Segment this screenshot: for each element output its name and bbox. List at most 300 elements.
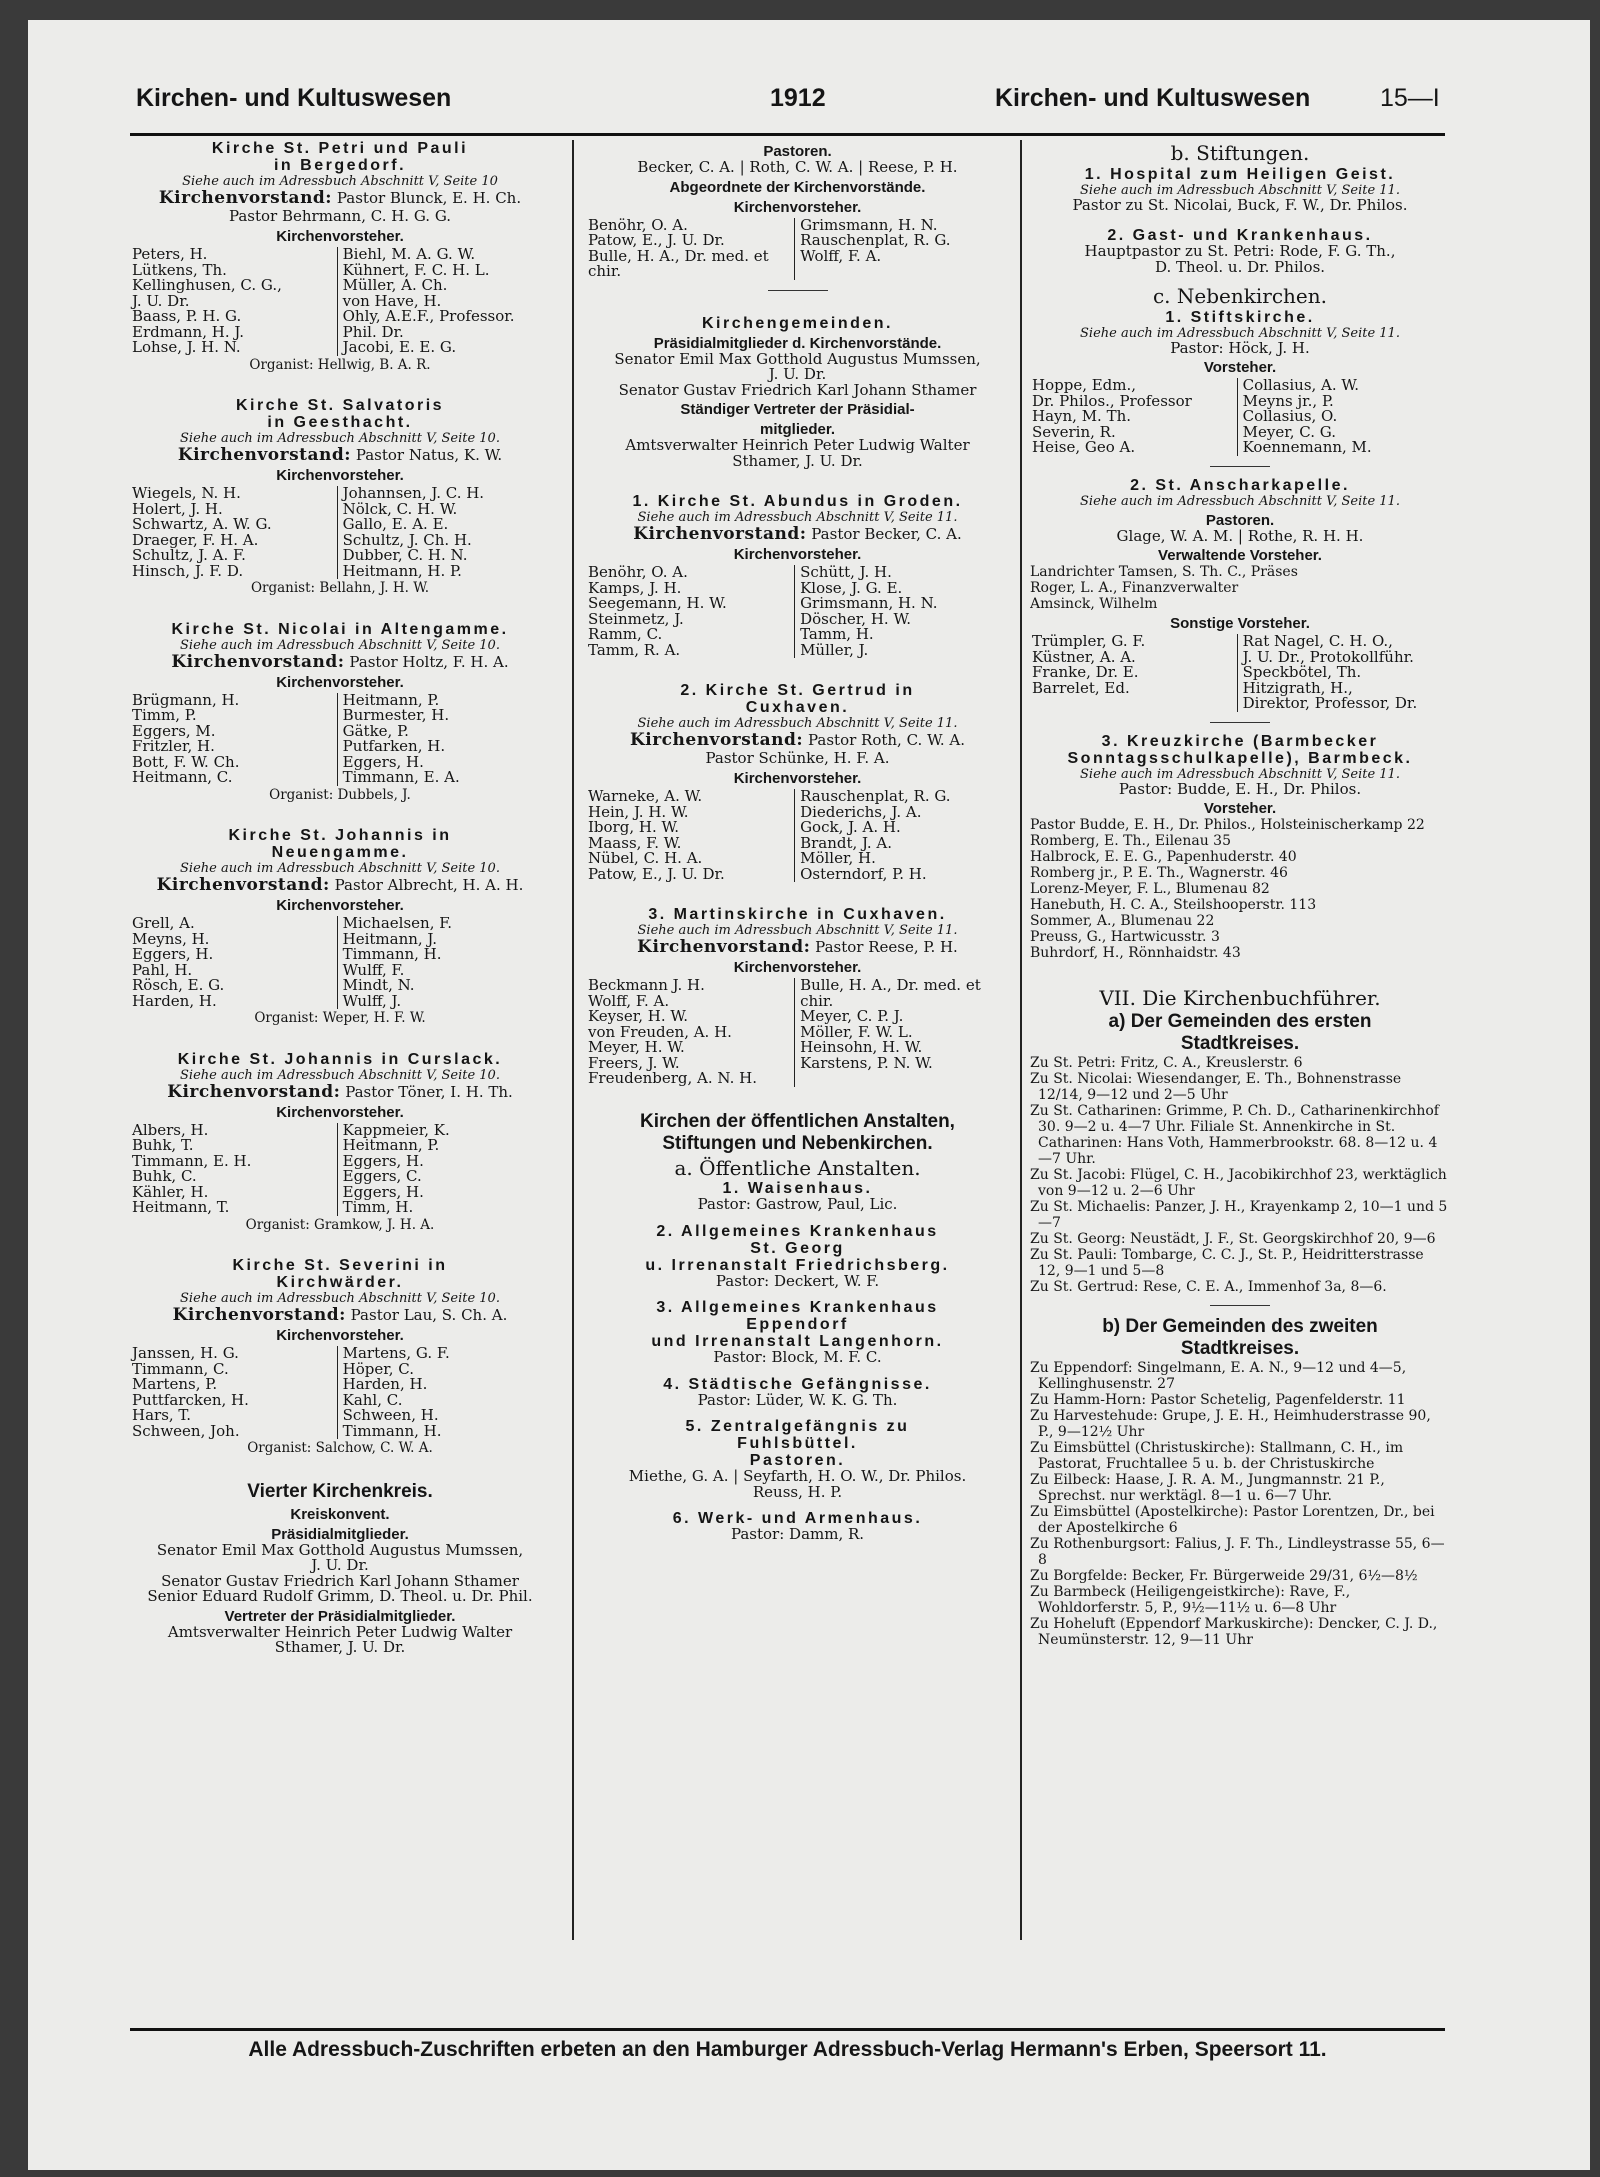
person-name: Wiegels, N. H. xyxy=(132,484,241,502)
person-name: Schween, Joh. xyxy=(132,1421,240,1440)
column-1 xyxy=(130,140,550,1940)
person-name: Timmann, C. xyxy=(132,1359,229,1378)
person-name: Trümpler, G. F. xyxy=(1032,632,1146,650)
institution-name: und Irrenanstalt Langenhorn. xyxy=(651,1333,944,1350)
church-title: 1. Kirche St. Abundus in Groden. xyxy=(632,493,963,510)
person-name: Meyer, C. P. J. xyxy=(800,1007,904,1025)
elders-heading: Kirchenvorsteher. xyxy=(276,228,404,245)
church-title: Kirche St. Salvatoris xyxy=(235,397,445,414)
reference-note: Siehe auch im Adressbuch Abschnitt V, Seite 11. xyxy=(637,923,958,938)
person-name: Janssen, H. G. xyxy=(132,1344,239,1362)
name-column-left xyxy=(1032,378,1237,456)
church-title: 2. Kirche St. Gertrud in xyxy=(680,682,915,699)
name-column-left xyxy=(132,486,337,579)
foundation-pastor: Hauptpastor zu St. Petri: Rode, F. G. Th., xyxy=(1084,242,1396,260)
person-name: Kappmeier, K. xyxy=(342,1120,450,1139)
institution-name: Fuhlsbüttel. xyxy=(737,1435,858,1452)
board-label: Kirchenvorstand: xyxy=(637,937,811,957)
page xyxy=(130,78,1448,2061)
institution-pastor: Miethe, G. A. | Seyfarth, H. O. W., Dr. Philos. xyxy=(628,1467,967,1485)
church-section xyxy=(130,827,550,1027)
delegates-heading: Abgeordnete der Kirchenvorstände. xyxy=(669,178,926,196)
board-pastor-2: Pastor Behrmann, C. H. G. G. xyxy=(228,207,452,225)
person-name: Draeger, F. H. A. xyxy=(132,530,259,549)
institution-pastor: Pastor: Damm, R. xyxy=(730,1525,865,1543)
person-name: Steinmetz, J. xyxy=(588,609,684,628)
institutions-block xyxy=(586,1111,1009,1543)
registrar-entry: Zu Hamm-Horn: Pastor Schetelig, Pagenfelderstr. 11 xyxy=(1030,1391,1406,1408)
foundation-name: 1. Hospital zum Heiligen Geist. xyxy=(1084,165,1396,183)
person-name: Timm, H. xyxy=(342,1198,414,1216)
board-member: Lorenz-Meyer, F. L., Blumenau 82 xyxy=(1030,881,1270,897)
presidium-heading: Präsidialmitglieder d. Kirchenvorstände. xyxy=(653,334,942,352)
board-pastor: Pastor Töner, I. H. Th. xyxy=(345,1082,513,1101)
registrars-heading: Stadtkreises. xyxy=(1180,1032,1300,1054)
person-name: Eggers, H. xyxy=(342,1151,424,1170)
church-board xyxy=(130,876,550,894)
person-name: Bulle, H. A., Dr. med. et xyxy=(588,246,769,265)
elders-heading: Vorsteher. xyxy=(1203,359,1277,376)
person-name: Rösch, E. G. xyxy=(132,976,225,994)
church-subtitle: in Bergedorf. xyxy=(273,157,407,174)
pastors-block xyxy=(586,143,1009,291)
person-name: Peters, H. xyxy=(132,245,208,263)
reference-note: Siehe auch im Adressbuch Abschnitt V, Seite 10. xyxy=(180,1291,500,1306)
church-board xyxy=(586,938,1009,956)
church-section xyxy=(130,621,550,804)
deputy-heading: mitglieder. xyxy=(759,421,836,438)
elders-heading: Kirchenvorsteher. xyxy=(276,1103,404,1121)
foundation-name: 2. Gast- und Krankenhaus. xyxy=(1107,227,1373,244)
organist: Organist: Gramkow, J. H. A. xyxy=(245,1216,435,1233)
board-label: Kirchenvorstand: xyxy=(629,730,804,750)
board-pastor: Pastor Natus, K. W. xyxy=(355,446,503,464)
parishes-heading: Kirchengemeinden. xyxy=(702,314,893,332)
name-column-right xyxy=(794,565,1009,658)
name-grid xyxy=(132,690,550,786)
person-name: Höper, C. xyxy=(342,1359,414,1378)
registrar-entry: Zu Harvestehude: Grupe, J. E. H., Heimhuderstrasse 90, P., 9—12½ Uhr xyxy=(1030,1407,1431,1440)
person-name: Puttfarcken, H. xyxy=(132,1390,249,1409)
header-right: Kirchen- und Kultuswesen xyxy=(995,84,1311,112)
elders-heading: Vorsteher. xyxy=(1203,800,1277,817)
registrar-entry: Zu Eimsbüttel (Christuskirche): Stallmann, C. H., im Pastorat, Fruchtallee 5 u. b. der Christuskirche xyxy=(1030,1439,1404,1472)
foundation-pastor: D. Theol. u. Dr. Philos. xyxy=(1154,257,1326,276)
person-name: Döscher, H. W. xyxy=(800,609,912,628)
person-name: Hein, J. H. W. xyxy=(588,802,689,821)
board-member: Roger, L. A., Finanzverwalter xyxy=(1030,580,1239,596)
institution-pastor: Pastor: Lüder, W. K. G. Th. xyxy=(697,1390,898,1409)
person-name: Schultz, J. Ch. H. xyxy=(342,530,472,549)
institutions-title: Kirchen der öffentlichen Anstalten, xyxy=(640,1110,955,1132)
board-label: Kirchenvorstand: xyxy=(633,524,807,544)
board-member: Hanebuth, H. C. A., Steilshooperstr. 113 xyxy=(1030,897,1317,913)
institution xyxy=(586,1418,1009,1500)
institution-pastor: Pastor: Block, M. F. C. xyxy=(713,1348,882,1366)
name-column-left xyxy=(132,1346,337,1439)
name-column-right xyxy=(794,789,1009,882)
header-year: 1912 xyxy=(770,84,826,112)
board-heading: Verwaltende Vorsteher. xyxy=(1158,547,1322,564)
pastors-list: Becker, C. A. | Roth, C. W. A. | Reese, P. H. xyxy=(637,158,958,176)
board-pastor: Pastor Reese, P. H. xyxy=(815,938,958,956)
institution-name: 3. Allgemeines Krankenhaus xyxy=(656,1299,939,1316)
church-subtitle: Cuxhaven. xyxy=(745,699,850,716)
organist: Organist: Salchow, C. W. A. xyxy=(247,1440,433,1456)
institutions-title: Stiftungen und Nebenkirchen. xyxy=(662,1132,933,1154)
person-name: Warneke, A. W. xyxy=(588,787,703,805)
church-board xyxy=(130,446,550,464)
church-section xyxy=(130,1051,550,1234)
person-name: Kahl, C. xyxy=(342,1390,403,1409)
person-name: Hitzigrath, H., xyxy=(1242,678,1353,697)
name-grid xyxy=(588,215,1009,280)
church-board xyxy=(130,653,550,671)
institution-name: 2. Allgemeines Krankenhaus xyxy=(656,1222,939,1240)
reference-note: Siehe auch im Adressbuch Abschnitt V, Seite 11. xyxy=(1080,766,1400,782)
person-name: Burmester, H. xyxy=(342,706,450,724)
presidium-member: J. U. Dr. xyxy=(311,1556,369,1574)
name-column-left xyxy=(588,565,794,658)
organist: Organist: Bellahn, J. H. W. xyxy=(250,580,430,596)
church-title: Kirche St. Severini in xyxy=(232,1257,448,1274)
institution-name: 6. Werk- und Armenhaus. xyxy=(672,1510,923,1527)
person-name: Heitmann, H. P. xyxy=(342,561,462,580)
person-name: Eggers, H. xyxy=(342,1182,424,1201)
name-grid xyxy=(1032,634,1450,712)
board-member: Pastor Budde, E. H., Dr. Philos., Holsteinischerkamp 22 xyxy=(1030,817,1425,833)
person-name: Nübel, C. H. A. xyxy=(588,849,703,867)
person-name: Timmann, H. xyxy=(342,945,442,963)
name-column-left xyxy=(132,690,337,786)
elders-heading: Sonstige Vorsteher. xyxy=(1170,615,1310,632)
deputy-heading: Vertreter der Präsidialmitglieder. xyxy=(224,1607,456,1625)
registrar-entry: Zu Eilbeck: Haase, J. R. A. M., Jungmannstr. 21 P., Sprechst. nur werktägl. 8—1 u. 6—7 Uhr. xyxy=(1030,1471,1385,1504)
person-name: Hoppe, Edm., xyxy=(1032,376,1137,394)
person-name: Gätke, P. xyxy=(342,721,409,740)
registrar-entry: Zu Eppendorf: Singelmann, E. A. N., 9—12 und 4—5, Kellinghusenstr. 27 xyxy=(1030,1359,1407,1392)
pastors-list: Glage, W. A. M. | Rothe, R. H. H. xyxy=(1116,526,1364,545)
registrar-entry: Zu St. Pauli: Tombarge, C. C. J., St. P., Heidritterstrasse 12, 9—1 und 5—8 xyxy=(1030,1246,1424,1279)
person-name: Schween, H. xyxy=(342,1406,439,1424)
board-pastor: Pastor Lau, S. Ch. A. xyxy=(350,1306,508,1324)
person-name: Heitmann, C. xyxy=(132,768,233,786)
church-section xyxy=(586,682,1009,882)
reference-note: Siehe auch im Adressbuch Abschnitt V, Seite 10. xyxy=(180,861,500,876)
person-name: Benöhr, O. A. xyxy=(588,215,688,234)
presidium-member: Senator Emil Max Gotthold Augustus Mumssen, xyxy=(156,1540,524,1559)
person-name: Michaelsen, F. xyxy=(342,914,453,932)
person-name: Timmann, H. xyxy=(342,1421,442,1440)
person-name: Brügmann, H. xyxy=(132,690,240,709)
person-name: Erdmann, H. J. xyxy=(132,322,244,341)
elders-heading: Kirchenvorsteher. xyxy=(733,546,862,563)
board-member: Preuss, G., Hartwicusstr. 3 xyxy=(1030,929,1220,945)
institution-name: 5. Zentralgefängnis zu xyxy=(685,1418,910,1435)
board-member: Sommer, A., Blumenau 22 xyxy=(1030,913,1215,929)
church-section xyxy=(586,906,1009,1087)
deputy-name: Sthamer, J. U. Dr. xyxy=(274,1638,406,1656)
board-pastor-2: Pastor Schünke, H. F. A. xyxy=(705,749,890,767)
person-name: chir. xyxy=(800,991,834,1010)
board-pastor: Pastor Roth, C. W. A. xyxy=(807,731,966,749)
elders-heading: Kirchenvorsteher. xyxy=(733,770,862,787)
person-name: Mindt, N. xyxy=(342,976,415,994)
board-pastor: Pastor Blunck, E. H. Ch. xyxy=(336,189,522,207)
person-name: Iborg, H. W. xyxy=(588,818,680,836)
board-label: Kirchenvorstand: xyxy=(172,1305,346,1325)
person-name: Rat Nagel, C. H. O., xyxy=(1242,632,1393,650)
reference-note: Siehe auch im Adressbuch Abschnitt V, Seite 11. xyxy=(1080,182,1400,198)
name-grid xyxy=(132,486,550,579)
foundation-pastor: Pastor zu St. Nicolai, Buck, F. W., Dr. Philos. xyxy=(1072,195,1408,214)
person-name: von Have, H. xyxy=(342,291,442,310)
institutions-subtitle: a. Öffentliche Anstalten. xyxy=(674,1155,921,1180)
person-name: Kellinghusen, C. G., xyxy=(132,276,282,294)
elders-heading: Kirchenvorsteher. xyxy=(276,1327,404,1344)
person-name: Eggers, H. xyxy=(342,752,424,771)
person-name: Heitmann, P. xyxy=(342,690,440,709)
deputy-name: Amtsverwalter Heinrich Peter Ludwig Walter xyxy=(625,436,970,454)
name-grid xyxy=(588,789,1009,882)
institution-name: u. Irrenanstalt Friedrichsberg. xyxy=(645,1256,950,1274)
name-column-right xyxy=(337,916,550,1009)
name-grid xyxy=(132,247,550,356)
pastors-heading: Pastoren. xyxy=(1205,511,1275,529)
name-column-right xyxy=(337,247,550,356)
pastors-heading: Pastoren. xyxy=(763,143,832,160)
institution-name: Pastoren. xyxy=(749,1452,846,1469)
reference-note: Siehe auch im Adressbuch Abschnitt V, Seite 11. xyxy=(1080,493,1400,509)
name-column-right xyxy=(1237,634,1450,712)
elders-heading: Kirchenvorsteher. xyxy=(733,198,862,216)
institution-name: St. Georg xyxy=(750,1239,845,1257)
deputy-name: Amtsverwalter Heinrich Peter Ludwig Walter xyxy=(167,1622,513,1641)
institution xyxy=(586,1180,1009,1213)
registrar-list xyxy=(1030,1055,1450,1295)
person-name: Heinsohn, H. W. xyxy=(800,1038,923,1056)
person-name: Barrelet, Ed. xyxy=(1032,678,1130,697)
column-rule xyxy=(572,140,574,1940)
person-name: Eggers, H. xyxy=(132,945,214,963)
person-name: Phil. Dr. xyxy=(342,322,404,341)
person-name: Buhk, C. xyxy=(132,1167,197,1185)
reference-note: Siehe auch im Adressbuch Abschnitt V, Seite 11. xyxy=(637,510,958,525)
person-name: Grimsmann, H. N. xyxy=(800,215,938,234)
person-name: Hinsch, J. F. D. xyxy=(132,561,244,580)
registrars-heading: Stadtkreises. xyxy=(1180,1337,1300,1359)
deputy-heading: Ständiger Vertreter der Präsidial- xyxy=(680,401,915,418)
person-name: J. U. Dr. xyxy=(132,291,190,310)
institution-pastor: Reuss, H. P. xyxy=(752,1482,843,1501)
institution-pastor: Pastor: Deckert, W. F. xyxy=(715,1271,880,1290)
board-member: Buhrdorf, H., Rönnhaidstr. 43 xyxy=(1030,945,1241,961)
registrar-entry: Zu Rothenburgsort: Falius, J. F. Th., Lindleystrasse 55, 6—8 xyxy=(1030,1535,1445,1568)
person-name: Heitmann, J. xyxy=(342,929,438,948)
church-title: Kirche St. Johannis in Curslack. xyxy=(177,1050,503,1068)
person-name: Eggers, M. xyxy=(132,721,216,740)
person-name: Heitmann, T. xyxy=(132,1198,230,1216)
name-column-left xyxy=(132,916,337,1009)
person-name: Kähler, H. xyxy=(132,1182,209,1201)
church-section xyxy=(586,493,1009,658)
name-column-left xyxy=(132,1120,337,1216)
institution-name: Eppendorf xyxy=(746,1316,849,1333)
district-konvent: Kreiskonvent. xyxy=(290,1505,390,1523)
church-title: Kirche St. Nicolai in Altengamme. xyxy=(171,620,509,638)
name-column-right xyxy=(794,978,1009,1087)
registrar-entry: Zu St. Jacobi: Flügel, C. H., Jacobikirchhof 23, werktäglich von 9—12 u. 2—6 Uhr xyxy=(1030,1166,1447,1199)
name-grid xyxy=(588,565,1009,658)
board-label: Kirchenvorstand: xyxy=(177,445,352,465)
person-name: chir. xyxy=(588,262,622,280)
person-name: Dr. Philos., Professor xyxy=(1032,391,1192,410)
column-2 xyxy=(586,140,1009,1940)
board-label: Kirchenvorstand: xyxy=(167,1081,341,1102)
person-name: Heitmann, P. xyxy=(342,1136,440,1154)
person-name: Meyer, H. W. xyxy=(588,1038,685,1056)
person-name: Kühnert, F. C. H. L. xyxy=(342,260,490,279)
board-member: Halbrock, E. E. G., Papenhuderstr. 40 xyxy=(1030,849,1297,865)
reference-note: Siehe auch im Adressbuch Abschnitt V, Seite 11. xyxy=(1080,325,1400,341)
person-name: Timmann, E. A. xyxy=(342,768,460,786)
person-name: Heise, Geo A. xyxy=(1032,438,1136,456)
person-name: Koennemann, M. xyxy=(1242,438,1372,456)
person-name: Collasius, A. W. xyxy=(1242,376,1359,394)
column-3 xyxy=(1030,140,1450,1940)
person-name: Harden, H. xyxy=(132,991,217,1010)
person-name: Eggers, C. xyxy=(342,1167,422,1185)
person-name: Gallo, E. A. E. xyxy=(342,515,449,533)
person-name: Bott, F. W. Ch. xyxy=(132,752,240,771)
institution xyxy=(586,1299,1009,1366)
board-member: Romberg, E. Th., Eilenau 35 xyxy=(1030,833,1231,849)
name-column-left xyxy=(1032,634,1237,712)
person-name: Seegemann, H. W. xyxy=(588,594,727,612)
registrar-entry: Zu St. Catharinen: Grimme, P. Ch. D., Catharinenkirchhof 30. 9—2 u. 4—7 Uhr. Filiale St. Annenkirche in St. Catharinen: Hans Voth, Hammerbrookstr. 68. 8—12 u. 4—7 Uhr. xyxy=(1030,1102,1439,1167)
reference-note: Siehe auch im Adressbuch Abschnitt V, Seite 10. xyxy=(180,1067,500,1083)
church-pastor: Pastor: Höck, J. H. xyxy=(1170,338,1310,357)
person-name: Hayn, M. Th. xyxy=(1032,407,1132,425)
registrar-entry: Zu St. Michaelis: Panzer, J. H., Krayenkamp 2, 10—1 und 5—7 xyxy=(1030,1198,1448,1231)
person-name: Klose, J. G. E. xyxy=(800,578,903,597)
person-name: Ohly, A.E.F., Professor. xyxy=(342,307,515,325)
church-board xyxy=(586,731,1009,749)
name-grid xyxy=(132,1346,550,1439)
name-column-right xyxy=(794,215,1009,280)
person-name: J. U. Dr., Protokollführ. xyxy=(1242,647,1414,666)
person-name: Franke, Dr. E. xyxy=(1032,663,1139,681)
footer-notice: Alle Adressbuch-Zuschriften erbeten an den Hamburger Adressbuch-Verlag Hermann's Erben, Speersort 11. xyxy=(248,2038,1327,2061)
person-name: Rauschenplat, R. G. xyxy=(800,231,951,249)
institution-name: 1. Waisenhaus. xyxy=(722,1180,873,1197)
person-name: Martens, G. F. xyxy=(342,1344,450,1362)
person-name: von Freuden, A. H. xyxy=(588,1022,732,1041)
church-title: Kirche St. Johannis in xyxy=(228,827,452,844)
person-name: Johannsen, J. C. H. xyxy=(342,484,485,502)
church-board xyxy=(586,525,1009,543)
person-name: Grimsmann, H. N. xyxy=(800,594,938,612)
church-subtitle: in Geesthacht. xyxy=(267,414,413,431)
registrar-entry: Zu Eimsbüttel (Apostelkirche): Pastor Lorentzen, Dr., bei der Apostelkirche 6 xyxy=(1030,1503,1435,1536)
divider xyxy=(1210,722,1270,723)
header-rule xyxy=(130,133,1445,136)
presidium-member: Senior Eduard Rudolf Grimm, D. Theol. u. Dr. Phil. xyxy=(147,1587,533,1605)
church-subtitle: Sonntagsschulkapelle), Barmbeck. xyxy=(1067,749,1413,767)
person-name: Gock, J. A. H. xyxy=(800,818,901,836)
person-name: Möller, H. xyxy=(800,849,876,867)
church-subtitle: Kirchwärder. xyxy=(276,1274,404,1291)
deputy-name: Sthamer, J. U. Dr. xyxy=(732,451,863,470)
name-column-left xyxy=(132,247,337,356)
person-name: Speckbötel, Th. xyxy=(1242,663,1362,681)
elders-heading: Kirchenvorsteher. xyxy=(276,467,404,484)
name-column-right xyxy=(337,690,550,786)
person-name: Schultz, J. A. F. xyxy=(132,546,246,564)
name-column-left xyxy=(588,978,794,1087)
board-member: Romberg jr., P. E. Th., Wagnerstr. 46 xyxy=(1030,865,1288,881)
person-name: Meyns jr., P. xyxy=(1242,391,1334,410)
name-column-left xyxy=(588,789,794,882)
running-header xyxy=(130,78,1445,120)
presidium-member: Senator Gustav Friedrich Karl Johann Sthamer xyxy=(618,380,977,399)
person-name: Tamm, R. A. xyxy=(588,640,681,659)
fourth-district xyxy=(130,1481,550,1656)
board-pastor: Pastor Albrecht, H. A. H. xyxy=(334,876,524,894)
person-name: Beckmann J. H. xyxy=(588,976,705,994)
person-name: Schütt, J. H. xyxy=(800,563,892,581)
divider xyxy=(768,290,828,291)
person-name: Dubber, C. H. N. xyxy=(342,546,468,564)
board-pastor: Pastor Holtz, F. H. A. xyxy=(349,652,509,671)
name-column-right xyxy=(337,1346,550,1439)
person-name: Benöhr, O. A. xyxy=(588,563,688,581)
church-title: Kirche St. Petri und Pauli xyxy=(211,140,469,157)
person-name: Lohse, J. H. N. xyxy=(132,338,241,356)
subsidiary-heading: c. Nebenkirchen. xyxy=(1152,284,1327,308)
name-grid xyxy=(1032,378,1450,456)
registrars-heading: a) Der Gemeinden des ersten xyxy=(1108,1010,1372,1032)
church-title: 1. Stiftskirche. xyxy=(1165,308,1315,326)
person-name: Freers, J. W. xyxy=(588,1053,680,1072)
person-name: Müller, A. Ch. xyxy=(342,276,448,294)
header-left: Kirchen- und Kultuswesen xyxy=(136,84,452,112)
person-name: Biehl, M. A. G. W. xyxy=(342,245,476,263)
person-name: Meyns, H. xyxy=(132,929,210,948)
institution-pastor: Pastor: Gastrow, Paul, Lic. xyxy=(697,1195,898,1213)
name-grid xyxy=(132,916,550,1009)
institution xyxy=(586,1376,1009,1409)
registrar-entry: Zu St. Georg: Neustädt, J. F., St. Georgskirchhof 20, 9—6 xyxy=(1030,1230,1436,1247)
person-name: Meyer, C. G. xyxy=(1242,422,1336,441)
person-name: Keyser, H. W. xyxy=(588,1007,688,1025)
registrar-list xyxy=(1030,1360,1450,1648)
person-name: Küstner, A. A. xyxy=(1032,647,1136,666)
person-name: Holert, J. H. xyxy=(132,499,223,518)
person-name: Bulle, H. A., Dr. med. et xyxy=(800,976,981,994)
person-name: Hars, T. xyxy=(132,1406,191,1424)
registrar-entry: Zu St. Gertrud: Rese, C. E. A., Immenhof 3a, 8—6. xyxy=(1030,1278,1387,1295)
church-section xyxy=(130,1257,550,1457)
board-member: Landrichter Tamsen, S. Th. C., Präses xyxy=(1030,564,1298,580)
person-name: Putfarken, H. xyxy=(342,737,446,755)
church-title: 2. St. Anscharkapelle. xyxy=(1130,476,1350,494)
person-name: Wulff, J. xyxy=(342,991,402,1010)
name-grid xyxy=(132,1120,550,1216)
organist: Organist: Weper, H. F. W. xyxy=(254,1010,426,1026)
registrar-entry: Zu Hoheluft (Eppendorf Markuskirche): Dencker, C. J. D., Neumünsterstr. 12, 9—11 Uhr xyxy=(1030,1615,1438,1648)
person-name: Collasius, O. xyxy=(1242,407,1338,425)
